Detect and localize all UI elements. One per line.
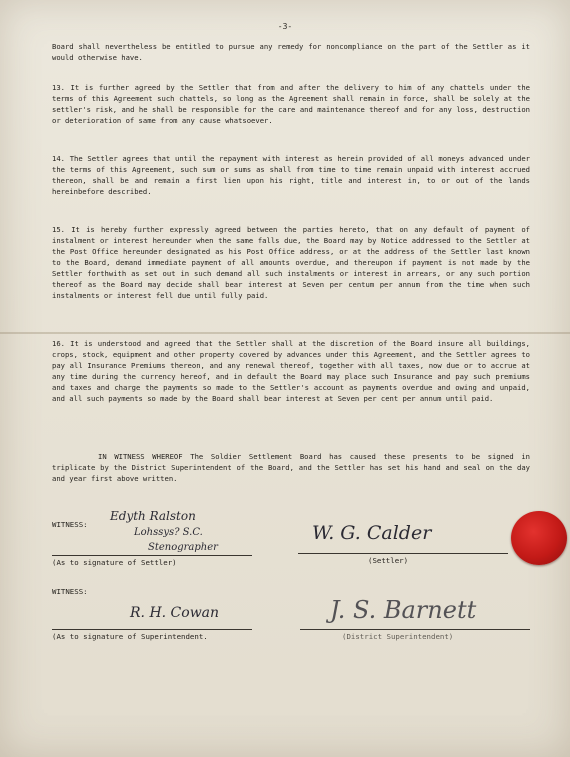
intro-paragraph: Board shall nevertheless be entitled to pursue any remedy for noncompliance on the part of the Settler as it would otherwise have. xyxy=(52,42,530,62)
witness-signature: R. H. Cowan xyxy=(130,605,220,621)
witness-role: Stenographer xyxy=(148,542,218,553)
clause-13 xyxy=(52,82,530,126)
clause-text: It is hereby further expressly agreed between the parties hereto, that on any default of payment of instalment or interest hereunder when the same falls due, the Board may by Notice addressed to the Settler at the Post Office hereunder designated as his Post Office address, or at the address of the Settler last known to the Board, demand immediate payment of all amounts overdue, and thereupon if payment is not made by the Settler forthwith as set out in such demand all such instalments or interest in arrears, or any such portion thereof as the Board may decide shall bear interest at Seven per centum per annum from the time when such instalments or interest fell due until fully paid. xyxy=(52,225,530,300)
clause-15 xyxy=(52,224,530,301)
witness-signature: Edyth Ralston xyxy=(110,509,196,523)
caption-witness-superintendent: (As to signature of Superintendent. xyxy=(52,632,208,641)
clause-number: 16. xyxy=(52,339,65,348)
clause-number: 13. xyxy=(52,83,65,92)
caption-settler: (Settler) xyxy=(368,556,409,565)
clause-text: It is understood and agreed that the Settler shall at the discretion of the Board insure all buildings, crops, stock, equipment and other property covered by advances under this Agreement, and the Settler agrees to pay all Insurance Premiums thereon, and any renewal thereof, together with all taxes, now due or to accrue at any time during the currency hereof, and in default the Board may place such Insurance and pay such premiums and taxes and charge the payments so made to the Settler's account as payments overdue and owing and unpaid, and all such payments so made by the Board shall bear interest at Seven per cent per annum until paid. xyxy=(52,339,530,403)
superintendent-signature: J. S. Barnett xyxy=(330,596,477,624)
testimonium-paragraph: IN WITNESS WHEREOF The Soldier Settlement Board has caused these presents to be signed in triplicate by the District Superintendent of the Board, and the Settler has set his hand and seal on the day and year first above written. xyxy=(52,452,530,483)
witness-role: Lohssys? S.C. xyxy=(134,527,203,538)
wax-seal xyxy=(511,511,567,565)
witness-label: WITNESS: xyxy=(52,520,88,529)
signature-line xyxy=(298,553,508,554)
clause-14 xyxy=(52,153,530,197)
signature-line xyxy=(52,629,252,630)
signature-line xyxy=(52,555,252,556)
page-number: -3- xyxy=(277,22,293,31)
clause-number: 15. xyxy=(52,225,65,234)
caption-witness-settler: (As to signature of Settler) xyxy=(52,558,177,567)
clause-text: It is further agreed by the Settler that from and after the delivery to him of any chattels under the terms of this Agreement such chattels, so long as the Agreement shall remain in force, shall be solely at the settler's risk, and he shall be responsible for the care and maintenance thereof and for any loss, destruction or deterioration of same from any cause whatsoever. xyxy=(52,83,530,125)
clause-number: 14. xyxy=(52,154,65,163)
paper-fold xyxy=(0,332,570,334)
clause-text: The Settler agrees that until the repayment with interest as herein provided of all moneys advanced under the terms of this Agreement, such sum or sums as shall from time to time remain unpaid with interest accrued thereon, shall be and remain a first lien upon his right, title and interest in, to or out of the lands hereinbefore described. xyxy=(52,154,530,196)
settler-signature: W. G. Calder xyxy=(312,522,432,544)
witness-label: WITNESS: xyxy=(52,587,88,596)
caption-superintendent: (District Superintendent) xyxy=(342,632,454,641)
signature-line xyxy=(300,629,530,630)
clause-16 xyxy=(52,338,530,404)
